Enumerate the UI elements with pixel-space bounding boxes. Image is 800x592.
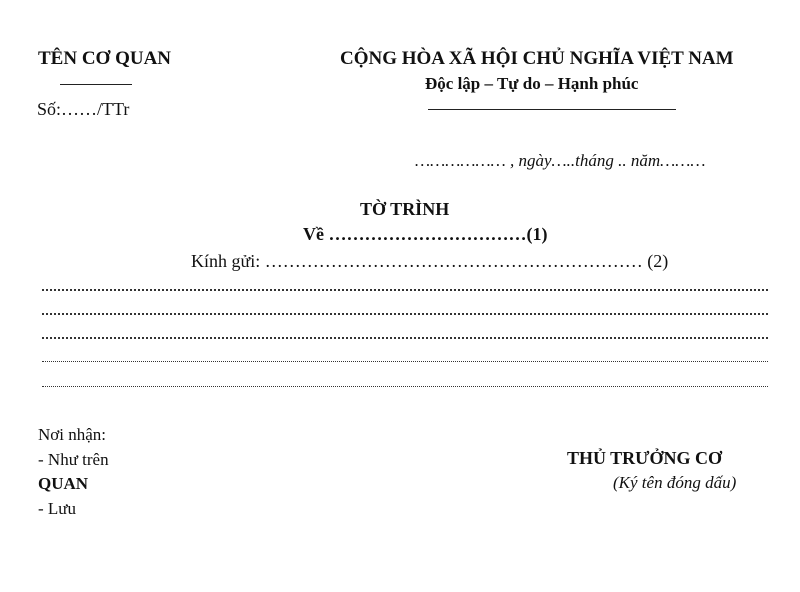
agency-underline	[60, 84, 132, 85]
receivers-item: - Lưu	[38, 499, 77, 518]
body-dotted-line	[42, 289, 768, 291]
body-dotted-line	[42, 361, 768, 362]
receivers-item: QUAN	[38, 474, 89, 493]
signer-title: THỦ TRƯỞNG CƠ	[567, 448, 723, 468]
body-dotted-line	[42, 337, 768, 339]
date-line: ……………… , ngày…..tháng .. năm………	[415, 151, 706, 170]
receivers-label: Nơi nhận:	[38, 425, 107, 444]
document-type-title: TỜ TRÌNH	[360, 199, 450, 219]
subject-line: Về ……………………………(1)	[303, 224, 548, 244]
national-motto: Độc lập – Tự do – Hạnh phúc	[425, 74, 639, 93]
document-number: Số:……/TTr	[37, 99, 130, 119]
country-heading: CỘNG HÒA XÃ HỘI CHỦ NGHĨA VIỆT NAM	[340, 48, 734, 69]
motto-underline	[428, 109, 676, 110]
signature-note: (Ký tên đóng dấu)	[613, 473, 737, 492]
recipient-line: Kính gửi: ……………………………………………………… (2)	[191, 251, 669, 271]
body-dotted-line	[42, 386, 768, 387]
agency-name: TÊN CƠ QUAN	[38, 48, 172, 69]
receivers-item: - Như trên	[38, 450, 109, 469]
body-dotted-line	[42, 313, 768, 315]
